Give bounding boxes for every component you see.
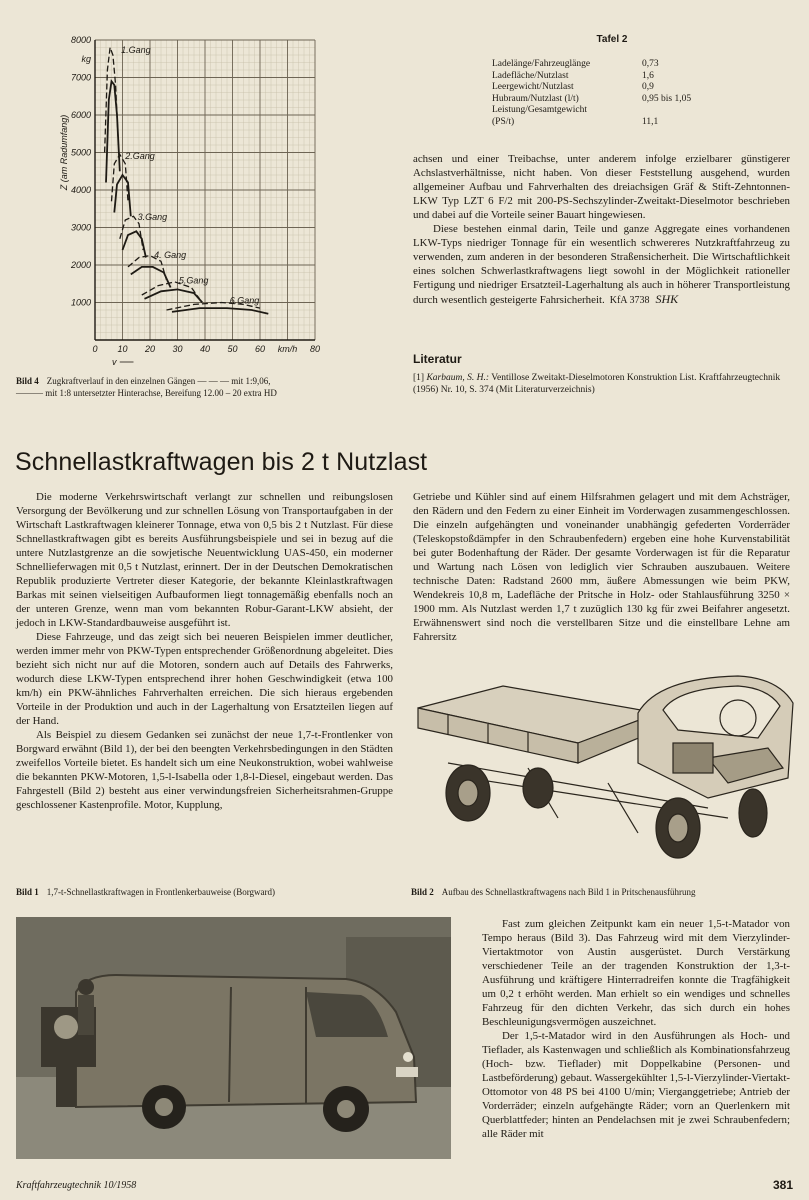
- y-unit-label: kg: [81, 53, 91, 64]
- y-tick-label: 1000: [70, 297, 91, 308]
- traction-force-chart: [10, 28, 330, 368]
- series-line: [123, 231, 146, 257]
- table-cell-value: [642, 105, 732, 117]
- table-row: [492, 71, 732, 83]
- table-cell-label: Leistung/Gesamtgewicht: [492, 105, 587, 115]
- table-cell-label: Ladefläche/Nutzlast: [492, 70, 569, 81]
- literature-entry: [1] Karbaum, S. H.: Ventillose Zweitakt-Dieselmotoren Konstruktion List. Kraftfahrzeugtechnik (1956) Nr. 10, S. 374 (Mit Literaturverzeichnis): [413, 373, 781, 395]
- series-line: [131, 267, 171, 288]
- y-tick-label: 6000: [70, 110, 91, 120]
- bild1-caption: [16, 886, 275, 898]
- article-column-2: [413, 490, 790, 644]
- paragraph: Der 1,5-t-Matador wird in den Ausführungen als Hoch- und Tieflader, als Kastenwagen und schließlich als Kombinationsfahrzeug (Hoch- bzw. Tieflader) mit Doppelkabine (Personen- und Lastbeförderung) gebaut. Wassergekühlter 1,5-l-Vierzylinder-Viertakt-Ottomotor von 48 PS bei 4100 U/min; Vierganggetriebe; Antrieb der Vorderräder; einzeln aufgehängte Räder; vorn an Querlenkern mit Querblattfeder; hinten an Pendelachsen mit je zwei Schraubenfedern; alle Räder mit: [482, 1030, 790, 1140]
- x-axis-label: v: [112, 357, 117, 367]
- article-column-1: [16, 490, 393, 812]
- tafel-2: [492, 34, 732, 128]
- x-tick-label: 20: [144, 344, 156, 354]
- table-cell-label: Leergewicht/Nutzlast: [492, 82, 574, 92]
- table-cell-value: 0,95 bis 1,05: [642, 93, 692, 104]
- page-number: 381: [772, 1178, 793, 1192]
- table-row: [492, 59, 732, 71]
- y-tick-label: 5000: [70, 147, 91, 158]
- author-initials: SHK: [655, 292, 679, 306]
- x-tick-label: 0: [92, 344, 98, 354]
- caption-label: Bild 1: [16, 887, 39, 897]
- y-tick-label: 4000: [70, 185, 91, 195]
- table-cell-value: 0,73: [642, 59, 659, 69]
- literature-heading: Literatur: [413, 352, 462, 366]
- caption-text: ——— mit 1:8 untersetzter Hinterachse, Bereifung 12.00 – 20 extra HD: [16, 388, 277, 398]
- journal-name: Kraftfahrzeugtechnik 10/1958: [16, 1180, 137, 1191]
- table-title: Tafel 2: [596, 34, 628, 45]
- x-tick-label: 40: [199, 344, 211, 354]
- table-cell-value: 11,1: [642, 116, 659, 127]
- table-body: [492, 59, 732, 128]
- y-tick-label: 8000: [70, 35, 91, 45]
- paragraph: Diese bestehen einmal darin, Teile und ganze Aggregate eines vorhandenen LKW-Typs niedriger Tonnage für ein wesentlich schwereres Nutzkraftfahrzeug zu verwenden, zum anderen in der besonderen Straßensicherheit. Die Wirtschaftlichkeit eines solchen Schwerlastkraftwagens liegt sowohl in der Möglichkeit rationeller Fertigung und niedriger Ersatzteil-Lagerhaltung als auch in höherer Transportleistung durch wesentlich gesteigerte Fahrsicherheit. KfA 3738 SHK: [413, 223, 790, 306]
- y-tick-label: 3000: [70, 222, 91, 233]
- caption-label: Bild 2: [411, 887, 434, 897]
- caption-text: Zugkraftverlauf in den einzelnen Gängen — — — mit 1:9,06,: [46, 376, 271, 386]
- bild2-caption: [411, 886, 695, 898]
- caption-text: Aufbau des Schnellastkraftwagens nach Bild 1 in Pritschenausführung: [441, 887, 696, 897]
- series-line: [172, 308, 268, 314]
- y-axis-label: Z (am Radumfang): [59, 114, 69, 191]
- table-row: [492, 94, 732, 106]
- paragraph: Getriebe und Kühler sind auf einem Hilfsrahmen gelagert und mit dem Achsträger, den Rädern und den Federn zu einer Einheit im Vorderwagen zusammengeschlossen. Die einzeln aufgehängten und voneinander unabhängig gefederten Vorderräder (Teleskopstoßdämpfer in den Schraubenfedern) ergeben eine hohe Kurvenstabilität bei guter Bodenhaftung der Räder. Der gesamte Vorderwagen ist für die Reparatur und Wartung nach Lösen von lediglich vier Schrauben auszubauen. Weitere technische Daten: Radstand 2600 mm, äußere Abmessungen wie beim PKW, Wendekreis 10,8 m, Ladefläche der Pritsche in Holz- oder Stahlausführung 3250 × 1900 mm. Als Nutzlast werden 1,7 t zuzüglich 130 kg für zwei Beifahrer angesetzt. Erwähnenswert sind noch die verstellbaren Sitze und die einstellbare Lehne am Fahrersitz: [413, 491, 790, 643]
- table-row: [492, 105, 732, 117]
- table-cell-label: (PS/t): [492, 116, 515, 127]
- right-column-text: [413, 152, 790, 308]
- table-cell-label: Ladelänge/Fahrzeuglänge: [492, 59, 591, 69]
- article-title: Schnellastkraftwagen bis 2 t Nutzlast: [15, 448, 428, 476]
- paragraph: Fast zum gleichen Zeitpunkt kam ein neuer 1,5-t-Matador von Tempo heraus (Bild 3). Das Fahrzeug wird mit dem Vierzylinder-Viertaktmotor von Austin ausgerüstet. Durch Verstärkung verschiedener Teile an der tragenden Konstruktion der 1,3-t-Ausführung und kräftigere Hinterradreifen konnte die Tragfähigkeit um 0,2 t erhöht werden. Man erhielt so ein wendiges und schnelles Fahrzeug für den dichten Verkehr, das sich durch ein hohes Beschleunigungsvermögen auszeichnet.: [482, 918, 790, 1028]
- literature-section: [413, 352, 790, 396]
- caption-label: Bild 4: [16, 376, 39, 386]
- gear-label: 6.Gang: [229, 295, 260, 306]
- x-tick-label: km/h: [277, 344, 298, 354]
- table-cell-value: 0,9: [642, 82, 654, 92]
- gear-label: 5.Gang: [178, 275, 209, 286]
- y-tick-label: 7000: [70, 72, 91, 83]
- gear-label: 2.Gang: [125, 150, 155, 161]
- table-cell-value: 1,6: [642, 70, 654, 81]
- x-tick-label: 10: [117, 344, 128, 354]
- article-code: KfA 3738 SHK: [609, 292, 679, 306]
- bild2-illustration: [408, 668, 803, 873]
- paragraph: Diese Fahrzeuge, und das zeigt sich bei neueren Beispielen immer deutlicher, werden immer mehr von PKW-Typen entsprechender Größenordnung abgeleitet. Dies bezieht sich nicht nur auf die Motoren, sondern auch auf Details des Fahrwerks, wodurch diese LKW-Typen entsprechend ihrer hohen Geschwindigkeit (etwa 100 km/h) ein PKW-ähnliches Fahrverhalten erreichen. Die sich hieraus ergebenden Vorteile in der Produktion und auch in der Lagerhaltung von Ersatzteilen liegen auf der Hand.: [16, 631, 393, 727]
- paragraph: achsen und einer Treibachse, unter anderem infolge erzielbarer günstigerer Achslastverhältnisse, nicht haben. Von dieser Feststellung ausgehend, wurden allgemeiner Aufbau und Fahrverhalten des dreiachsigen Gräf & Stift-Zehntonnen-LKW Typ LZT 6 F/2 mit 200-PS-Sechszylinder-Zweitakt-Dieselmotor beschrieben und dabei auf die Vorteile seiner Bauart hingewiesen.: [413, 153, 790, 221]
- paragraph: Als Beispiel zu diesem Gedanken sei zunächst der neue 1,7-t-Frontlenker von Borgward erwähnt (Bild 1), der bei den beengten Verkehrsbedingungen in den Städten zweifellos Vorteile bietet. Es handelt sich um eine Neukonstruktion, wobei wahlweise die bekannten PKW-Motoren, 1,5-l-Isabella oder 1,8-l-Diesel, eingebaut werden. Das Fahrgestell (Bild 2) besteht aus einer verwindungsfreien Sicherheitsrahmen-Gruppe geschlossener Kastenprofile. Motor, Kupplung,: [16, 729, 393, 811]
- table-row: [492, 117, 732, 129]
- table-cell-label: Hubraum/Nutzlast (l/t): [492, 93, 579, 104]
- van-photo: [16, 917, 451, 1159]
- y-tick-label: 2000: [70, 260, 91, 270]
- bild4-caption: [16, 375, 376, 399]
- gear-label: 1.Gang: [121, 45, 151, 56]
- gear-label: 4. Gang: [154, 249, 187, 260]
- x-tick-label: 80: [309, 344, 321, 354]
- gear-label: 3.Gang: [137, 212, 168, 222]
- caption-text: 1,7-t-Schnellastkraftwagen in Frontlenkerbauweise (Borgward): [46, 887, 276, 897]
- x-tick-label: 30: [172, 344, 183, 354]
- bild3-photo: [16, 917, 451, 1159]
- table-row: [492, 82, 732, 94]
- x-tick-label: 50: [227, 344, 238, 354]
- paragraph: Die moderne Verkehrswirtschaft verlangt zur schnellen und reibungslosen Versorgung der Bevölkerung und zur schnellen Lösung von Transportaufgaben in der Wirtschaft Lastkraftwagen kleinerer Tonnage, etwa von 0,5 bis 2 t Nutzlast. Für diese Schnellastkraftwagen gibt es bereits Ausführungsbeispiele und sei in bezug auf die untere Nutzlastgrenze an die sowjetische Neuentwicklung UAS-450, ein moderner Schnellieferwagen mit 0,5 t Nutzlast, erinnert. Der in der Deutschen Demokratischen Republik produzierte Vertreter dieser Kategorie, der bekannte Kleinlastkraftwagen Barkas mit seinen vielseitigen Aufbauformen liegt tonnagemäßig ebenfalls noch an der unteren Grenze, wenn man vom bekannten Robur-Garant-LKW absieht, der jedoch in LKW-Standardbauweise ausgeführt ist.: [16, 491, 393, 629]
- x-tick-label: 60: [254, 344, 266, 354]
- article-column-3: [482, 917, 790, 1141]
